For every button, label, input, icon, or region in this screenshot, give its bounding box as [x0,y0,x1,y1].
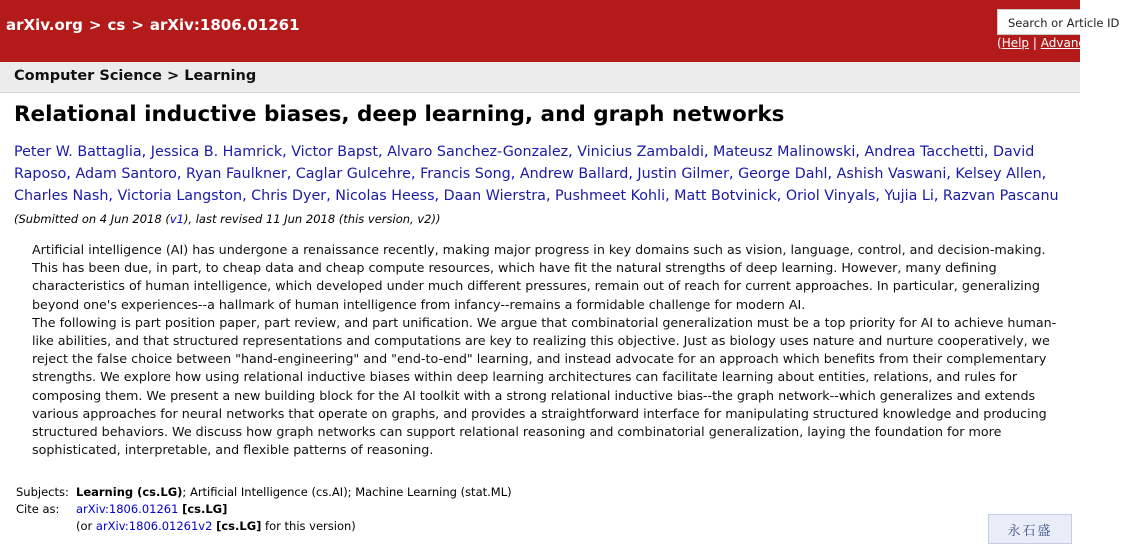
help-link[interactable]: Help [1001,36,1030,50]
author-link[interactable]: Alvaro Sanchez-Gonzalez [387,144,569,160]
cite-arxiv-link[interactable]: arXiv:1806.01261 [76,502,179,516]
author-link[interactable]: Andrew Ballard [519,166,629,182]
author-link[interactable]: David Raposo [14,144,1035,182]
author-link[interactable]: Razvan Pascanu [942,188,1059,204]
author-link[interactable]: Victoria Langston [117,188,243,204]
cite-version-category: [cs.LG] [216,519,262,533]
version-v1-link[interactable]: v1 [169,212,184,226]
subjects-label: Subjects: [16,485,69,499]
author-link[interactable]: Francis Song [420,166,511,182]
other-subjects: ; Artificial Intelligence (cs.AI); Machine Learning (stat.ML) [182,485,512,499]
author-link[interactable]: Justin Gilmer [637,166,729,182]
cite-version-value [76,518,356,535]
cite-category: [cs.LG] [182,502,228,516]
author-link[interactable]: Charles Nash [14,188,109,204]
author-link[interactable]: Ashish Vaswani [836,166,947,182]
submission-history [14,212,440,226]
author-link[interactable]: George Dahl [738,166,828,182]
abstract [32,241,1062,459]
author-link[interactable]: Nicolas Heess [335,188,435,204]
abstract-paragraph: The following is part position paper, part review, and part unification. We argue that combinatorial generalization must be a top priority for AI to achieve human-like abilities, and that structured representations and computations are key to realizing this objective. Just as biology uses nature and nurture cooperatively, we reject the false choice between "hand-engineering" and "end-to-end" learning, and instead advocate for an approach which benefits from their complementary strengths. We explore how using relational inductive biases within deep learning architectures can facilitate learning about entities, relations, and rules for composing them. We present a new building block for the AI toolkit with a strong relational inductive bias--the graph network--which generalizes and extends various approaches for neural networks that operate on graphs, and provides a straightforward interface for manipulating structured knowledge and producing structured behaviors. We discuss how graph networks can support relational reasoning and combinatorial generalization, laying the foundation for more sophisticated, interpretable, and flexible patterns of reasoning. [32,314,1057,458]
breadcrumb-arxiv-link[interactable]: arXiv.org [6,16,83,34]
submitted-prefix: (Submitted on 4 Jun 2018 ( [14,212,170,226]
author-link[interactable]: Jessica B. Hamrick [150,144,283,160]
abstract-paragraph: Artificial intelligence (AI) has undergone a renaissance recently, making major progress in key domains such as vision, language, control, and decision-making. This has been due, in part, to cheap data and cheap compute resources, which have fit the natural strengths of deep learning. However, many defining characteristics of human intelligence, which developed under much different pressures, remain out of reach for current approaches. In particular, generalizing beyond one's experiences--a hallmark of human intelligence from infancy--remains a formidable challenge for modern AI. [32,242,1046,312]
advanced-search-link[interactable]: Advanced search [1040,36,1144,50]
site-header [0,0,1148,62]
author-link[interactable]: Ryan Faulkner [186,166,287,182]
cite-label: Cite as: [16,502,60,516]
watermark-stamp: 永石盛 [988,514,1072,544]
help-links [997,36,1148,50]
author-link[interactable]: Chris Dyer [251,188,327,204]
breadcrumb-separator: > [131,16,144,34]
author-link[interactable]: Kelsey Allen [955,166,1042,182]
author-link[interactable]: Mateusz Malinowski [713,144,856,160]
breadcrumb-paper-link[interactable]: arXiv:1806.01261 [149,16,300,34]
submitted-suffix: ), last revised 11 Jun 2018 (this version, v2)) [183,212,441,226]
cite-version-spacer [16,518,76,535]
category-breadcrumb: Computer Science > Learning [14,68,257,84]
author-link[interactable]: Vinicius Zambaldi [577,144,704,160]
cite-version-row [16,518,512,535]
search-input[interactable]: Search or Article ID [997,9,1080,35]
breadcrumb-separator: > [88,16,102,34]
author-link[interactable]: Pushmeet Kohli [555,188,666,204]
author-link[interactable]: Victor Bapst [291,144,378,160]
cite-row [16,501,512,518]
cite-version-prefix: (or [76,519,96,533]
author-link[interactable]: Matt Botvinick [674,188,777,204]
cite-value [76,501,227,518]
paren-open: ( [997,36,1002,50]
primary-subject: Learning (cs.LG) [76,485,183,499]
author-link[interactable]: Adam Santoro [75,166,177,182]
breadcrumb-cs-link[interactable]: cs [107,16,126,34]
author-link[interactable]: Yujia Li [884,188,934,204]
author-list: Peter W. Battaglia, Jessica B. Hamrick, Victor Bapst, Alvaro Sanchez-Gonzalez, Vinicius Zambaldi, Mateusz Malinowski, Andrea Tacchetti, David Raposo, Adam Santoro, Ryan Faulkner, Caglar Gulcehre, Francis Song, Andrew Ballard, Justin Gilmer, George Dahl, Ashish Vaswani, Kelsey Allen, Charles Nash, Victoria Langston, Chris Dyer, Nicolas Heess, Daan Wierstra, Pushmeet Kohli, Matt Botvinick, Oriol Vinyals, Yujia Li, Razvan Pascanu [14,144,1059,204]
author-link[interactable]: Daan Wierstra [443,188,546,204]
metadata-table [16,484,512,535]
breadcrumb [6,16,300,34]
author-link[interactable]: Oriol Vinyals [785,188,876,204]
subjects-row [16,484,512,501]
author-link[interactable]: Peter W. Battaglia [14,144,142,160]
cite-version-suffix: for this version) [261,519,356,533]
link-separator: | [1032,36,1037,50]
category-bar [0,62,1080,93]
author-link[interactable]: Caglar Gulcehre [295,166,411,182]
paper-title: Relational inductive biases, deep learning, and graph networks [14,102,785,127]
paren-close: ) [1143,36,1148,50]
subjects-value [76,484,512,501]
author-link[interactable]: Andrea Tacchetti [864,144,984,160]
cite-version-link[interactable]: arXiv:1806.01261v2 [95,519,213,533]
